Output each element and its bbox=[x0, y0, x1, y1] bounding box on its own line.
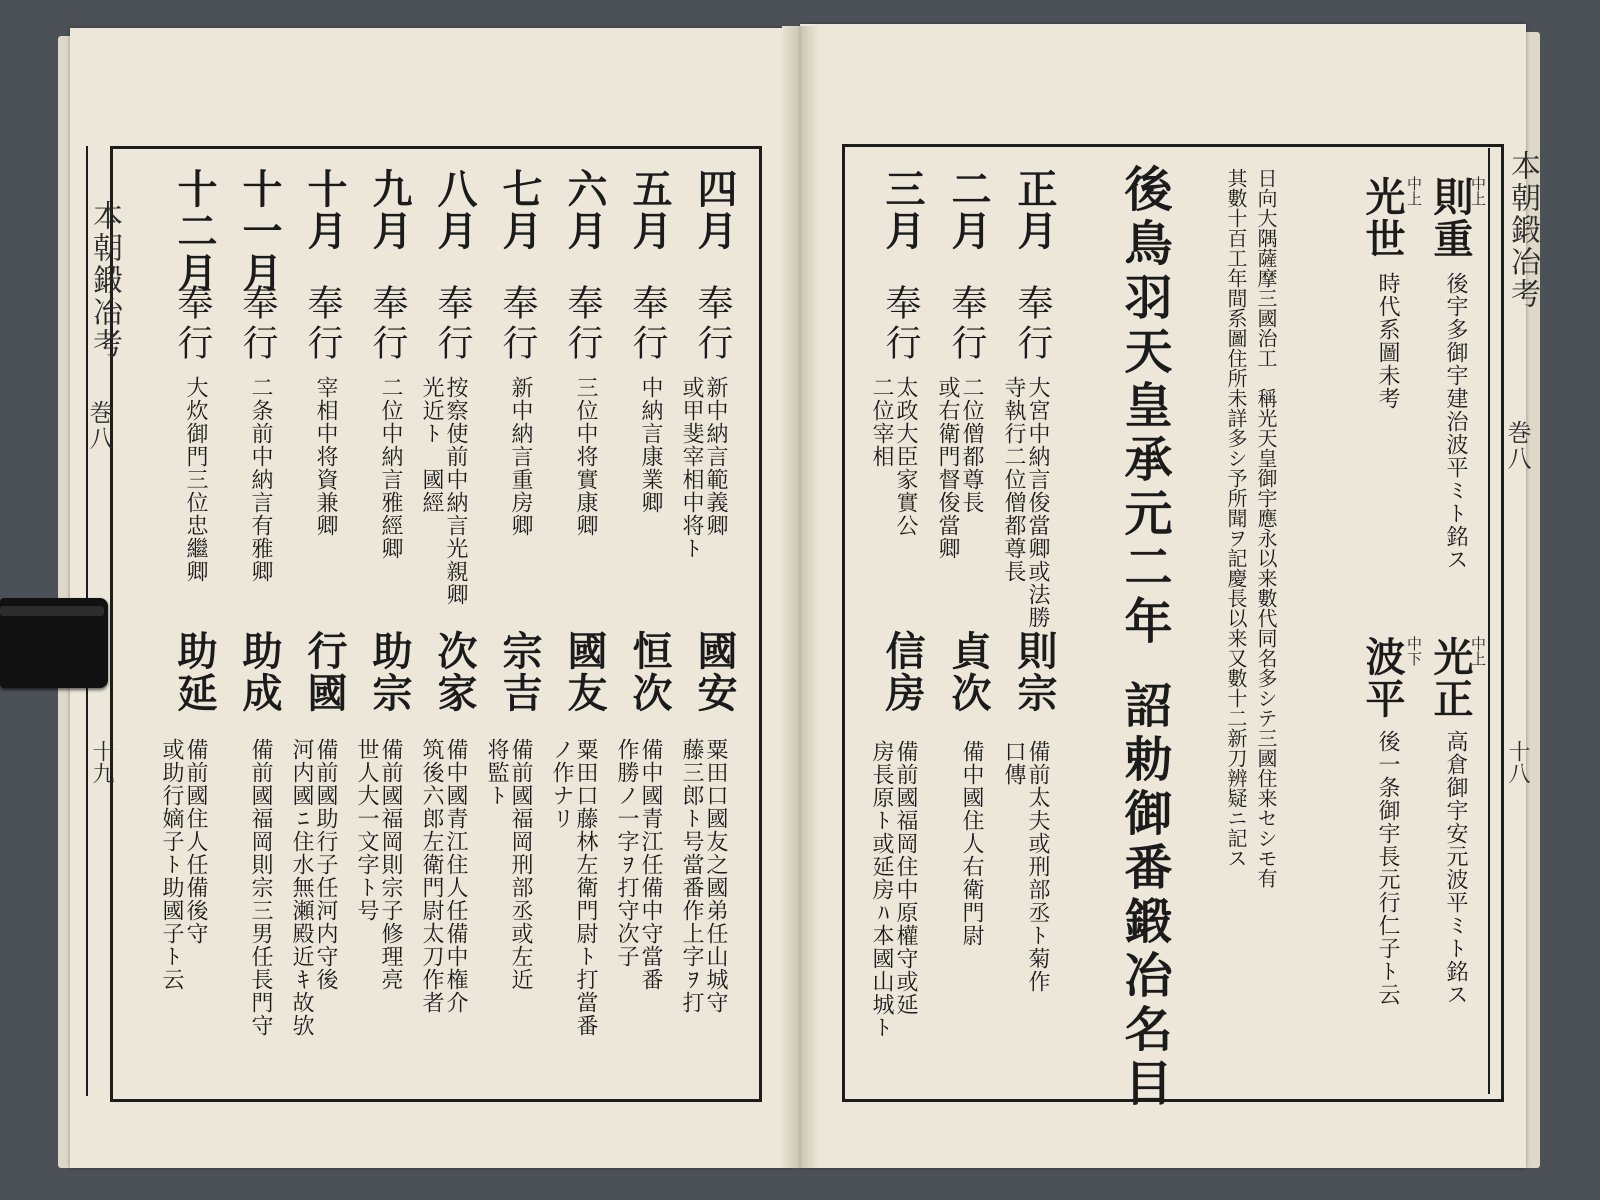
commentary-line: 日向大隅薩摩三國治工 稱光天皇御宇應永以来數代同名多シテ三國住来セシモ有 bbox=[1254, 168, 1278, 888]
smith-name: 貞次 bbox=[945, 630, 992, 714]
smith-note: 房長原ﾄ或延房ﾊ本國山城ﾄ bbox=[869, 740, 894, 1039]
smith-name: 助宗 bbox=[366, 630, 413, 714]
smith-note: 備前國福岡住中原權守或延 bbox=[893, 740, 918, 1016]
smith-name: 則宗 bbox=[1011, 630, 1058, 714]
rank-mark: 中上 bbox=[1405, 176, 1423, 206]
right-margin-rule-inner bbox=[1488, 148, 1490, 1094]
entry-note: 時代系圖未考 bbox=[1375, 272, 1400, 410]
officer-name: 二位僧都尊長 bbox=[959, 376, 984, 514]
role-label: 奉行 bbox=[432, 284, 473, 364]
smith-note: ノ作ナリ bbox=[549, 738, 574, 830]
officer-name: 宰相中将資兼卿 bbox=[313, 376, 338, 537]
officer-name: 光近ﾄ 國經 bbox=[419, 376, 444, 514]
role-label: 奉行 bbox=[172, 284, 213, 364]
role-label: 奉行 bbox=[880, 284, 921, 364]
book-gutter bbox=[782, 26, 818, 1168]
entry-note: 後一条御宇長元行仁子ﾄ云 bbox=[1375, 730, 1400, 1006]
officer-name: 二位中納言雅經卿 bbox=[378, 376, 403, 560]
binder-clip-highlight bbox=[0, 606, 104, 616]
officer-name: 大炊御門三位忠繼卿 bbox=[183, 376, 208, 583]
smith-name: 宗吉 bbox=[496, 630, 543, 714]
month-label: 九月 bbox=[366, 168, 413, 252]
month-label: 四月 bbox=[691, 168, 738, 252]
rank-mark: 中下 bbox=[1405, 636, 1423, 666]
role-label: 奉行 bbox=[1012, 284, 1053, 364]
entry-note: 後宇多御宇建治波平ﾐﾄ銘ス bbox=[1443, 272, 1468, 571]
smith-note: 筑後六郎左衛門尉太刀作者 bbox=[419, 738, 444, 1014]
smith-note: 河内國ﾆ住水無瀬殿近ｷ故欤 bbox=[289, 738, 314, 1037]
smith-name: 波平 bbox=[1359, 636, 1406, 720]
smith-name: 助成 bbox=[236, 630, 283, 714]
smith-note: 粟田口藤林左衛門尉ﾄ打當番 bbox=[573, 738, 598, 1037]
left-margin-volume: 巻八 bbox=[85, 400, 113, 452]
right-margin-volume: 巻八 bbox=[1503, 420, 1531, 472]
role-label: 奉行 bbox=[692, 284, 733, 364]
commentary-line: 其數十百工年間系圖住所未詳多シ予所聞ヲ記慶長以来又數十二新刀辨疑ニ記ス bbox=[1224, 168, 1248, 868]
smith-name: 次家 bbox=[431, 630, 478, 714]
smith-name: 信房 bbox=[879, 630, 926, 714]
month-label: 七月 bbox=[496, 168, 543, 252]
smith-note: 作勝ノ一字ｦ打守次子 bbox=[614, 738, 639, 968]
rank-mark: 中上 bbox=[1469, 176, 1487, 206]
smith-note: 備前國助行子任河内守後 bbox=[313, 738, 338, 991]
section-subheading: 詔勅御番鍛冶名目 bbox=[1116, 680, 1172, 1112]
officer-name: 大宮中納言俊當卿或法勝 bbox=[1025, 376, 1050, 629]
role-label: 奉行 bbox=[946, 284, 987, 364]
smith-note: 備前國住人任備後守 bbox=[183, 738, 208, 945]
month-label: 三月 bbox=[879, 168, 926, 252]
month-label: 十月 bbox=[301, 168, 348, 252]
officer-name: 或右衛門督俊當卿 bbox=[935, 376, 960, 560]
smith-name: 光正 bbox=[1427, 636, 1474, 720]
entry-note: 高倉御宇安元波平ﾐﾄ銘ス bbox=[1443, 730, 1468, 1006]
role-label: 奉行 bbox=[627, 284, 668, 364]
smith-note: 或助行嫡子ﾄ助國子ﾄ云 bbox=[159, 738, 184, 991]
officer-name: 中納言康業卿 bbox=[638, 376, 663, 514]
month-label: 正月 bbox=[1011, 168, 1058, 252]
smith-name: 國安 bbox=[691, 630, 738, 714]
month-label: 五月 bbox=[626, 168, 673, 252]
smith-name: 光世 bbox=[1359, 176, 1406, 260]
smith-note: 備前太夫或刑部丞ﾄ菊作 bbox=[1025, 740, 1050, 993]
smith-note: 備中國青江任備中守當番 bbox=[638, 738, 663, 991]
month-label: 八月 bbox=[431, 168, 478, 252]
right-page-frame bbox=[842, 144, 1504, 1102]
officer-name: 太政大臣家實公 bbox=[893, 376, 918, 537]
officer-name: 新中納言範義卿 bbox=[703, 376, 728, 537]
role-label: 奉行 bbox=[367, 284, 408, 364]
smith-name: 助延 bbox=[171, 630, 218, 714]
officer-name: 寺執行二位僧都尊長 bbox=[1001, 376, 1026, 583]
role-label: 奉行 bbox=[237, 284, 278, 364]
role-label: 奉行 bbox=[497, 284, 538, 364]
month-label: 六月 bbox=[561, 168, 608, 252]
right-folio: 十八 bbox=[1505, 740, 1530, 784]
smith-note: 口傳 bbox=[1001, 740, 1026, 786]
left-folio: 十九 bbox=[89, 740, 114, 784]
left-margin-title: 本朝鍛冶考 bbox=[87, 200, 122, 360]
smith-name: 行國 bbox=[301, 630, 348, 714]
right-margin-title: 本朝鍛冶考 bbox=[1505, 150, 1540, 310]
officer-name: 新中納言重房卿 bbox=[508, 376, 533, 537]
smith-name: 則重 bbox=[1427, 176, 1474, 260]
month-label: 二月 bbox=[945, 168, 992, 252]
smith-note: 世人大一文字ﾄ号 bbox=[354, 738, 379, 922]
smith-note: 粟田口國友之國弟任山城守 bbox=[703, 738, 728, 1014]
officer-name: 二位宰相 bbox=[869, 376, 894, 468]
smith-note: 備中國青江住人任備中権介 bbox=[443, 738, 468, 1014]
month-label: 十一月 bbox=[236, 168, 283, 294]
smith-note: 備前國福岡刑部丞或左近 bbox=[508, 738, 533, 991]
smith-name: 國友 bbox=[561, 630, 608, 714]
smith-note: 備前國福岡則宗三男任長門守 bbox=[248, 738, 273, 1037]
role-label: 奉行 bbox=[302, 284, 343, 364]
month-label: 十二月 bbox=[171, 168, 218, 294]
smith-name: 恒次 bbox=[626, 630, 673, 714]
smith-note: 備前國福岡則宗子修理亮 bbox=[378, 738, 403, 991]
smith-note: 藤三郎ﾄ号當番作上字ｦ打 bbox=[679, 738, 704, 1014]
officer-name: 三位中将實康卿 bbox=[573, 376, 598, 537]
officer-name: 或甲斐宰相中将ﾄ bbox=[679, 376, 704, 560]
officer-name: 二条前中納言有雅卿 bbox=[248, 376, 273, 583]
section-heading: 後鳥羽天皇承元二年 bbox=[1116, 164, 1172, 650]
smith-note: 備中國住人右衛門尉 bbox=[959, 740, 984, 947]
officer-name: 按察使前中納言光親卿 bbox=[443, 376, 468, 606]
smith-note: 将監ﾄ bbox=[484, 738, 509, 807]
rank-mark: 中上 bbox=[1469, 636, 1487, 666]
role-label: 奉行 bbox=[562, 284, 603, 364]
